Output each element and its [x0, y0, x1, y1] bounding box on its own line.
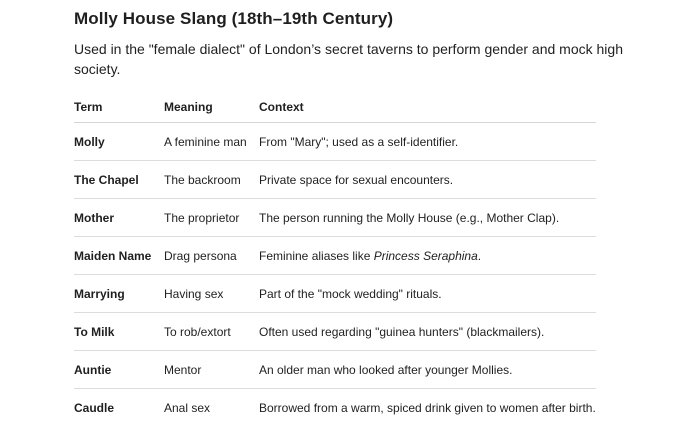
table-row	[74, 123, 596, 161]
column-header-term: Term	[74, 91, 164, 123]
context-italic-name: Princess Seraphina	[373, 248, 478, 263]
column-header-meaning: Meaning	[164, 91, 259, 123]
term-cell: Mother	[74, 199, 164, 237]
table-row	[74, 161, 596, 199]
table-row	[74, 313, 596, 351]
slang-table	[74, 91, 596, 426]
context-cell: An older man who looked after younger Mollies.	[259, 351, 596, 389]
context-text: Feminine aliases like	[259, 248, 374, 263]
context-cell: Private space for sexual encounters.	[259, 161, 596, 199]
meaning-cell: The backroom	[164, 161, 259, 199]
term-cell: Caudle	[74, 400, 115, 415]
meaning-cell: A feminine man	[164, 123, 259, 161]
meaning-cell: Mentor	[164, 351, 259, 389]
table-row	[74, 275, 596, 313]
table-row	[74, 389, 596, 427]
meaning-cell: The proprietor	[164, 199, 259, 237]
context-cell: Borrowed from a warm, spiced drink given to women after birth.	[259, 400, 596, 415]
term-cell: Marrying	[74, 275, 164, 313]
table-row	[74, 237, 596, 275]
table-header-row	[74, 91, 596, 123]
meaning-cell: To rob/extort	[164, 313, 259, 351]
column-header-context: Context	[259, 91, 596, 123]
context-cell: Part of the "mock wedding" rituals.	[259, 275, 596, 313]
term-cell: The Chapel	[74, 161, 164, 199]
term-cell: Molly	[74, 123, 164, 161]
table-row	[74, 351, 596, 389]
meaning-cell: Drag persona	[164, 237, 259, 275]
context-cell: From "Mary"; used as a self-identifier.	[259, 123, 596, 161]
term-cell: Auntie	[74, 351, 164, 389]
meaning-cell: Anal sex	[164, 400, 211, 415]
term-cell: Maiden Name	[74, 237, 164, 275]
context-cell	[259, 237, 596, 275]
table-row	[74, 199, 596, 237]
context-cell: The person running the Molly House (e.g., Mother Clap).	[259, 199, 596, 237]
context-text: .	[477, 248, 482, 263]
term-cell: To Milk	[74, 313, 164, 351]
meaning-cell: Having sex	[164, 275, 259, 313]
page-title: Molly House Slang (18th–19th Century)	[74, 9, 394, 28]
context-cell: Often used regarding "guinea hunters" (blackmailers).	[259, 313, 596, 351]
intro-paragraph: Used in the "female dialect" of London’s secret taverns to perform gender and mock high society.	[74, 41, 623, 77]
